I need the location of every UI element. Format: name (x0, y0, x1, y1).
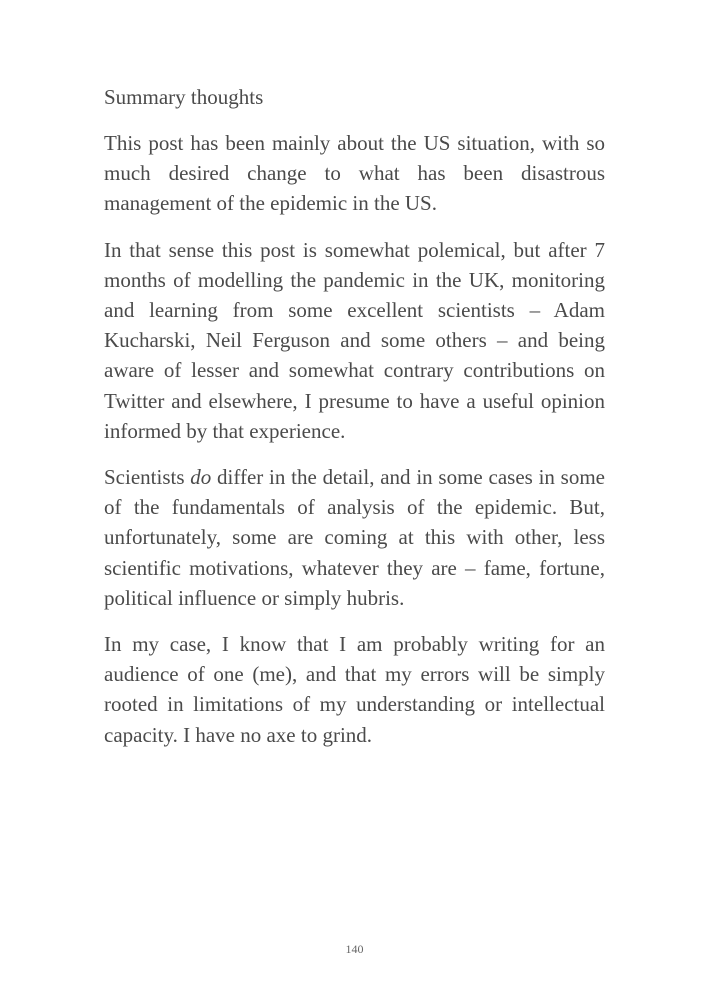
paragraph-3-emphasis: do (190, 465, 212, 490)
section-heading: Summary thoughts (104, 85, 264, 109)
page-body (104, 82, 605, 766)
paragraph-4: In my case, I know that I am probably writing for an audience of one (me), and that my errors will be simply rooted in limitations of my understanding or intellectual capacity. I have no axe to grind. (104, 632, 605, 747)
paragraph-3 (104, 462, 605, 613)
paragraph-2: In that sense this post is somewhat polemical, but after 7 months of modelling the pandemic in the UK, monitoring and learning from some excellent scientists – Adam Kucharski, Neil Ferguson and some others – and being aware of lesser and somewhat contrary contributions on Twitter and elsewhere, I presume to have a useful opinion informed by that experience. (104, 237, 605, 443)
page-number: 140 (345, 942, 364, 956)
paragraph-3-start: Scientists (104, 465, 191, 490)
paragraph-1: This post has been mainly about the US situation, with so much desired change to what has been disastrous management of the epidemic in the US. (104, 131, 605, 216)
paragraph-3-end: differ in the detail, and in some cases in some of the fundamentals of analysis of the epidemic. But, unfortunately, some are coming at this with other, less scientific motivations, whatever they are – fame, fortune, political influence or simply hubris. (104, 465, 606, 610)
